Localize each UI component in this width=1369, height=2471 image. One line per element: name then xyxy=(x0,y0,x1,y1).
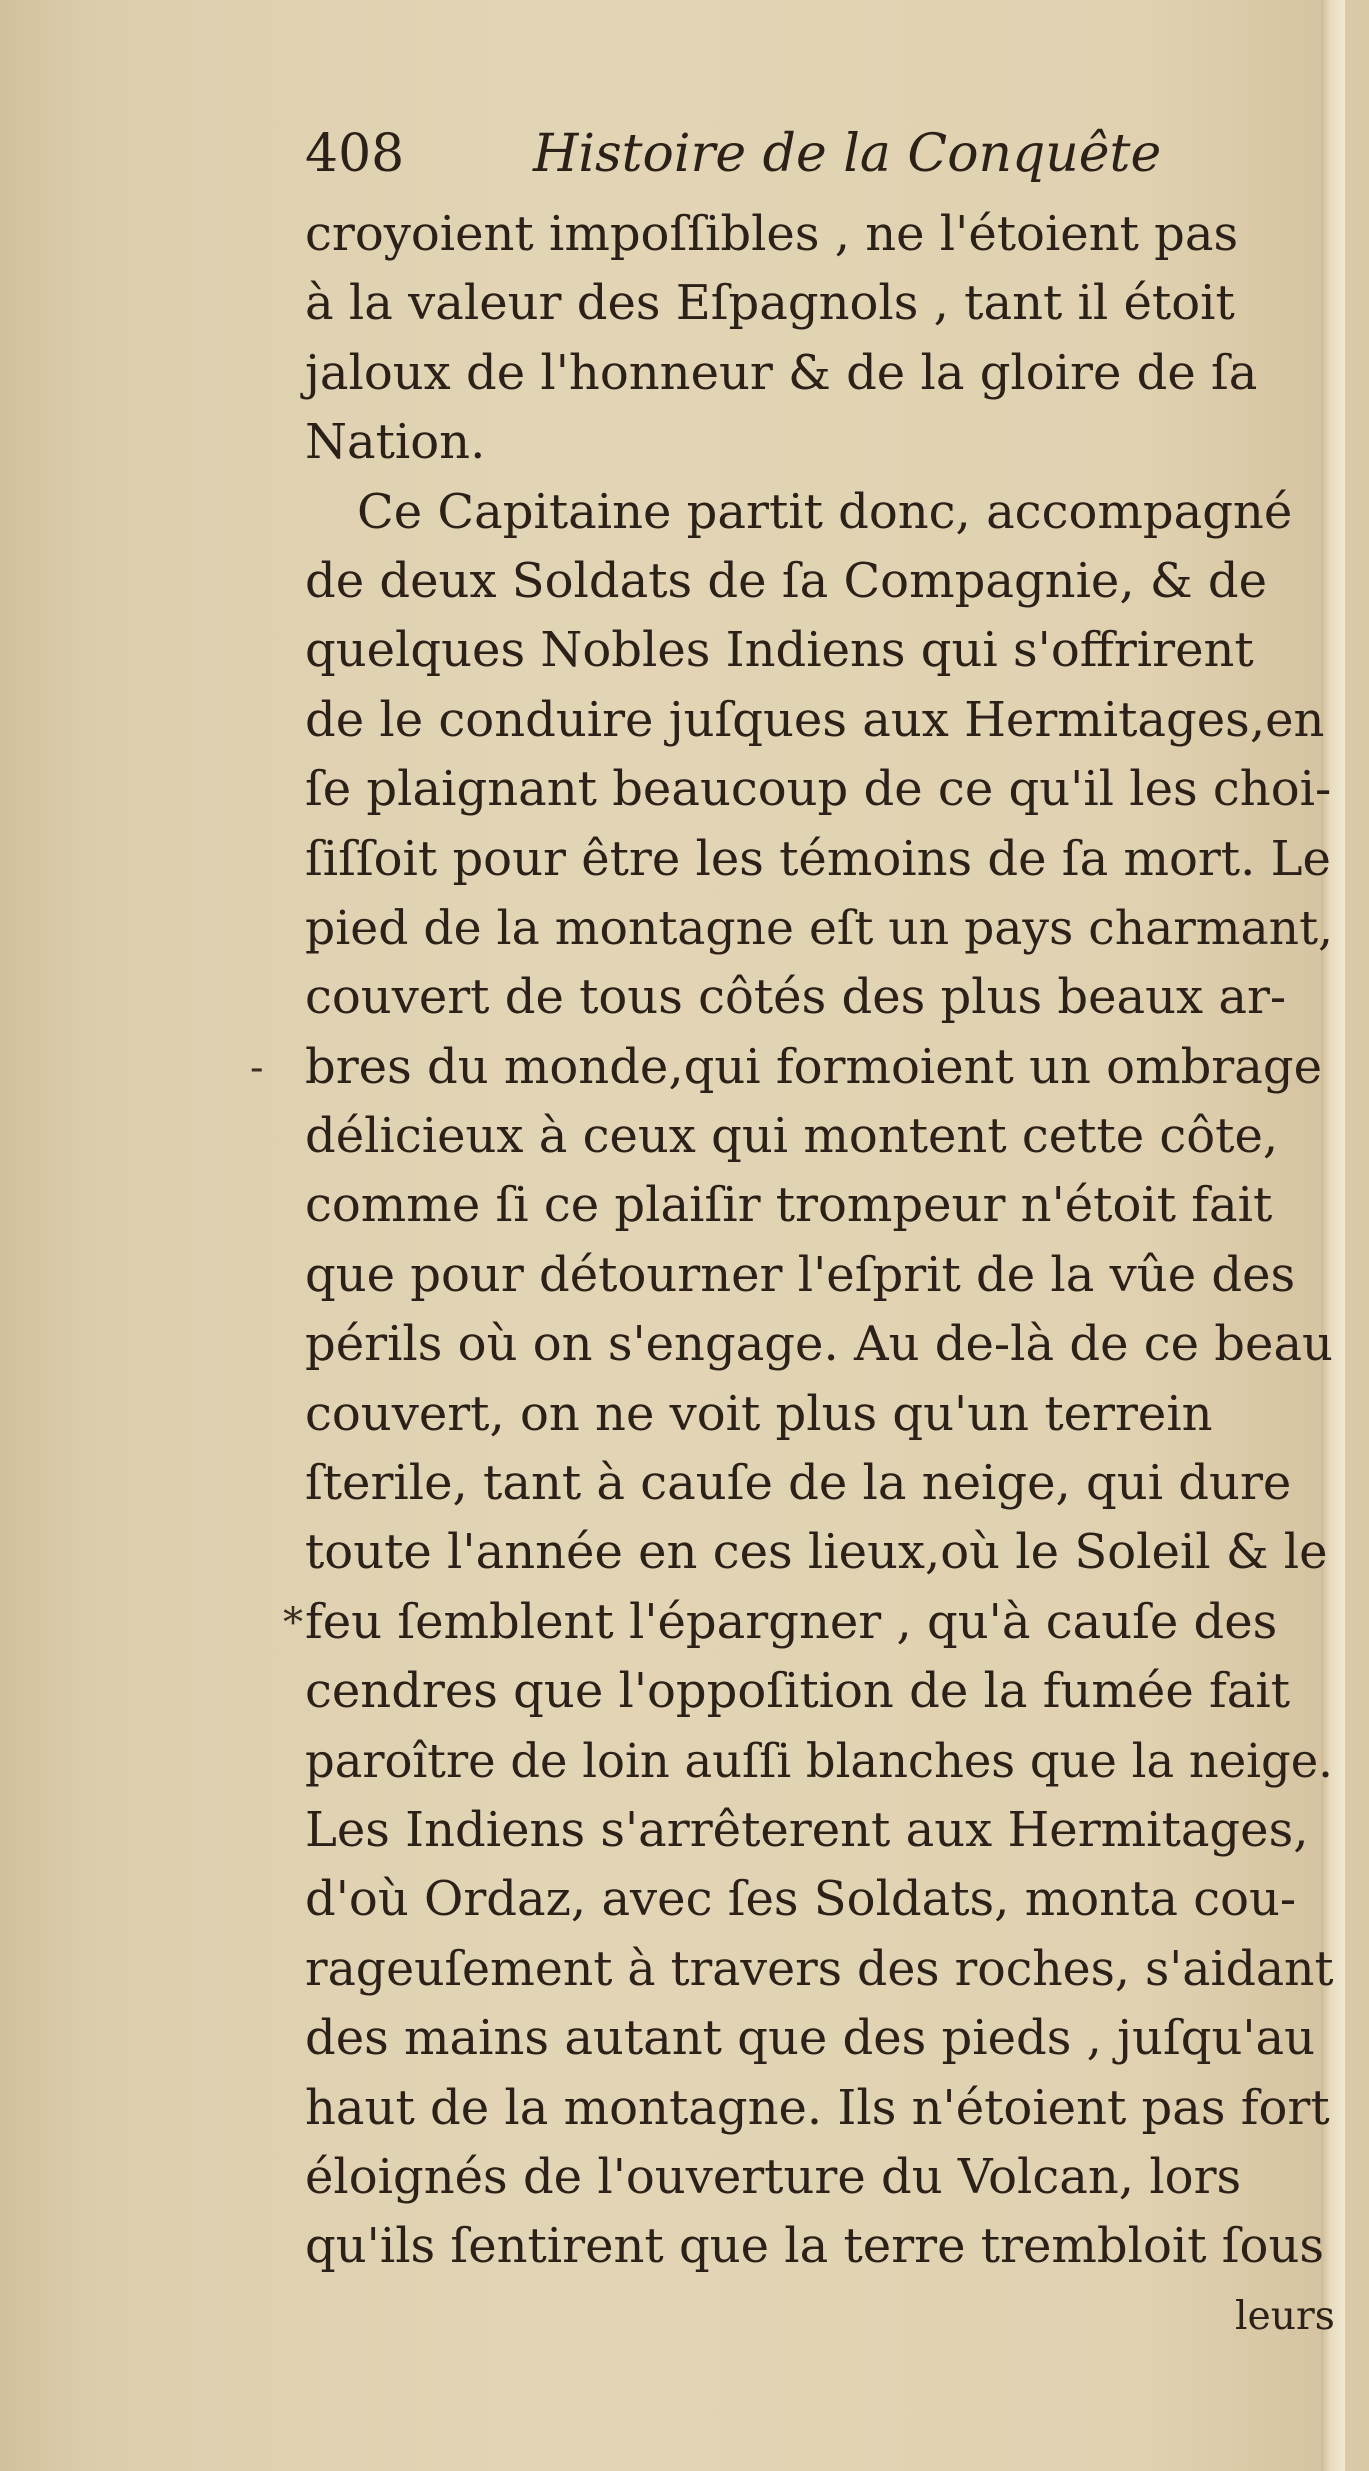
text-line: haut de la montagne. Ils n'étoient pas fort xyxy=(305,2079,1330,2136)
text-line: ſterile, tant à cauſe de la neige, qui dure xyxy=(305,1455,1292,1512)
text-line: Ce Capitaine partit donc, accompagné xyxy=(357,483,1293,540)
text-line: délicieux à ceux qui montent cette côte, xyxy=(305,1108,1279,1165)
page-number: 408 xyxy=(305,124,405,184)
text-line: éloignés de l'ouverture du Volcan, lors xyxy=(305,2148,1242,2205)
running-title: Histoire de la Conquête xyxy=(533,124,1162,184)
text-line: comme ſi ce plaiſir trompeur n'étoit fait xyxy=(305,1177,1273,1234)
text-line: toute l'année en ces lieux,où le Soleil & le xyxy=(305,1524,1328,1581)
text-line: croyoient impoſſibles , ne l'étoient pas xyxy=(305,206,1239,262)
text-line: périls où on s'engage. Au de-là de ce beau xyxy=(305,1316,1333,1373)
text-line: pied de la montagne eſt un pays charmant, xyxy=(305,900,1334,956)
body-text xyxy=(305,200,1345,2351)
text-line: cendres que l'oppoſition de la fumée fait xyxy=(305,1663,1291,1720)
text-line: ſiſſoit pour être les témoins de ſa mort. Le xyxy=(305,830,1331,887)
text-line: Nation. xyxy=(305,414,486,471)
text-line: leurs xyxy=(1235,2293,1335,2339)
text-line: quelques Nobles Indiens qui s'offrirent xyxy=(305,622,1254,679)
text-line: jaloux de l'honneur & de la gloire de ſa xyxy=(305,344,1258,401)
text-line: qu'ils ſentirent que la terre trembloit ſous xyxy=(305,2218,1324,2275)
margin-mark: - xyxy=(250,1045,264,1091)
page-header xyxy=(305,118,1205,198)
text-line: bres du monde,qui formoient un ombrage xyxy=(305,1038,1322,1095)
text-line: d'où Ordaz, avec ſes Soldats, monta cou- xyxy=(305,1871,1297,1928)
text-line: de le conduire juſques aux Hermitages,en xyxy=(305,691,1325,748)
text-line: des mains autant que des pieds , juſqu'au xyxy=(305,2010,1316,2067)
text-line: rageuſement à travers des roches, s'aidant xyxy=(305,1941,1334,1997)
text-line: que pour détourner l'eſprit de la vûe des xyxy=(305,1246,1296,1303)
text-line: ſe plaignant beaucoup de ce qu'il les choi- xyxy=(305,761,1332,818)
text-line: couvert de tous côtés des plus beaux ar- xyxy=(305,969,1287,1026)
margin-mark: * xyxy=(283,1600,303,1646)
text-line: couvert, on ne voit plus qu'un terrein xyxy=(305,1385,1213,1442)
text-line: à la valeur des Eſpagnols , tant il étoit xyxy=(305,275,1235,332)
text-line: paroître de loin auſſi blanches que la neige. xyxy=(305,1733,1333,1788)
text-line: Les Indiens s'arrêterent aux Hermitages, xyxy=(305,1801,1309,1858)
text-line: feu ſemblent l'épargner , qu'à cauſe des xyxy=(305,1593,1278,1650)
text-line: de deux Soldats de ſa Compagnie, & de xyxy=(305,552,1267,609)
